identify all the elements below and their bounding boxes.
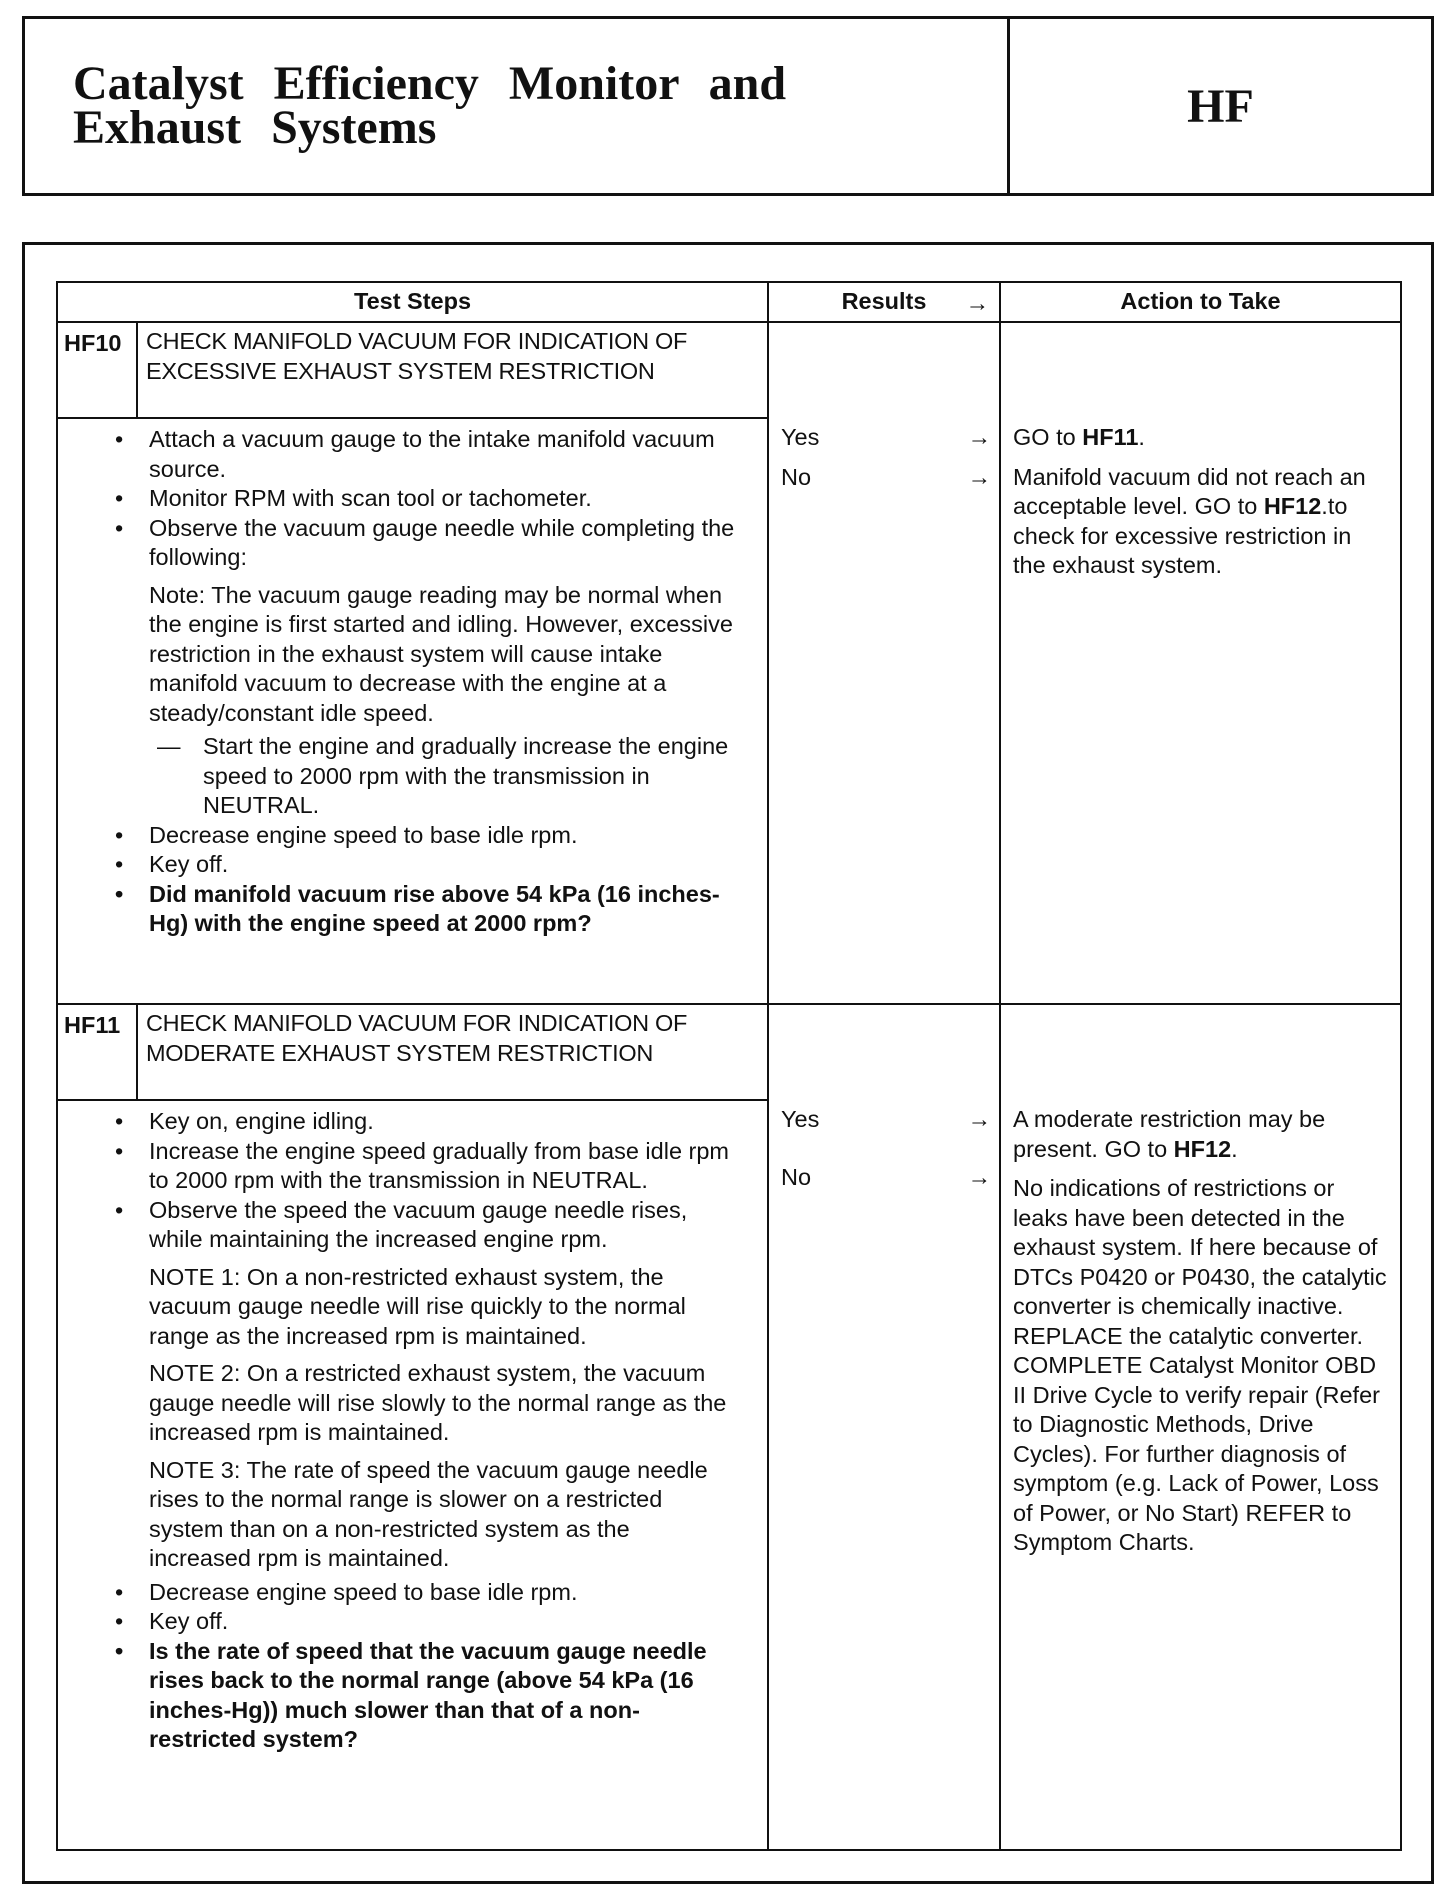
list-item: • Key off. [107,850,737,880]
result-no-label: No [781,1163,812,1190]
column-header-results [768,282,1000,322]
hf10-dash-item: — Start the engine and gradually increase the engine speed to 2000 rpm with the transmission in NEUTRAL. [107,732,737,821]
step-reference: HF11 [1082,424,1139,450]
right-arrow-icon: → [967,463,992,490]
hf11-heading-row [57,1004,1401,1100]
title-line-2: Exhaust Systems [73,101,437,154]
results-header-label: Results [841,288,927,315]
test-steps-table [56,281,1402,1851]
list-item: • Attach a vacuum gauge to the intake manifold vacuum source. [107,425,737,484]
step-reference: HF12 [1263,493,1322,519]
action-text: . [1138,424,1145,450]
hf10-step-id: HF10 [57,322,137,418]
list-item: • Decrease engine speed to base idle rpm. [107,821,737,851]
list-item: • Increase the engine speed gradually from base idle rpm to 2000 rpm with the transmission in NEUTRAL. [107,1137,737,1196]
hf10-note: Note: The vacuum gauge reading may be normal when the engine is first started and idling. However, excessive restriction in the exhaust system will cause intake manifold vacuum to decrease with the engine at a steady/constant idle speed. [149,581,733,726]
table-header-row [57,282,1401,322]
action-text: . [1231,1135,1238,1162]
list-item: • Monitor RPM with scan tool or tachometer. [107,484,737,514]
title-line-1: Catalyst Efficiency Monitor and [73,57,787,110]
result-yes-label: Yes [781,424,820,450]
hf11-note-2: NOTE 2: On a restricted exhaust system, the vacuum gauge needle will rise slowly to the normal range as the increased rpm is maintained. [149,1360,727,1445]
action-text: GO to [1013,424,1083,450]
page-header [22,16,1434,196]
hf10-action-yes [1013,423,1390,453]
hf11-step-body [137,1100,768,1850]
hf10-result-no [769,463,999,493]
hf10-step-heading: CHECK MANIFOLD VACUUM FOR INDICATION OF EXCESSIVE EXHAUST SYSTEM RESTRICTION [137,322,768,418]
hf10-step-body [137,418,768,1004]
list-item: • Observe the speed the vacuum gauge needle rises, while maintaining the increased engine rpm. [107,1196,737,1255]
right-arrow-icon: → [967,1106,992,1132]
hf10-results [768,322,1000,1004]
title-cell [25,19,1010,193]
hf10-result-yes [769,423,999,453]
hf11-results [768,1004,1000,1850]
hf10-question: • Did manifold vacuum rise above 54 kPa (16 inches-Hg) with the engine speed at 2000 rpm? [107,880,737,939]
list-item: • Key off. [107,1607,737,1637]
right-arrow-icon: → [967,424,992,450]
hf11-instructions [57,1101,767,1757]
list-item: • Decrease engine speed to base idle rpm. [107,1578,737,1608]
column-header-test-steps: Test Steps [57,282,768,322]
hf11-note-3: NOTE 3: The rate of speed the vacuum gauge needle rises to the normal range is slower on a restricted system than on a non-restricted system as the increased rpm is maintained. [149,1456,708,1571]
action-text: A moderate restriction may be present. GO to [1013,1106,1326,1162]
hf10-action-no [1013,463,1390,581]
hf11-action-no: No indications of restrictions or leaks have been detected in the exhaust system. If here because of DTCs P0420 or P0430, the catalytic converter is chemically inactive. REPLACE the catalytic converter. COMPLETE Catalyst Monitor OBD II Drive Cycle to verify repair (Refer to Diagnostic Methods, Drive Cycles). For further diagnosis of symptom (e.g. Lack of Power, Loss of Power, or No Start) REFER to Symptom Charts. [1013,1175,1387,1555]
action-text: Manifold vacuum did not reach an acceptable level. GO to [1013,463,1366,519]
hf11-note-1: NOTE 1: On a non-restricted exhaust system, the vacuum gauge needle will rise quickly to the normal range as the increased rpm is maintained. [149,1263,686,1349]
hf10-instructions [57,419,767,941]
test-steps-frame [22,242,1434,1884]
hf10-heading-row [57,322,1401,418]
hf11-question: • Is the rate of speed that the vacuum gauge needle rises back to the normal range (above 54 kPa (16 inches-Hg)) much slower than that of a non-restricted system? [107,1637,737,1755]
hf11-step-id: HF11 [57,1004,137,1100]
hf11-actions [1000,1004,1401,1850]
result-no-label: No [781,463,812,490]
hf11-step-heading: CHECK MANIFOLD VACUUM FOR INDICATION OF MODERATE EXHAUST SYSTEM RESTRICTION [137,1004,768,1100]
section-code-cell [1010,19,1431,193]
section-code: HF [1187,79,1254,133]
result-yes-label: Yes [781,1106,820,1132]
column-header-action: Action to Take [1000,282,1401,322]
hf10-actions [1000,322,1401,1004]
right-arrow-icon: → [965,290,990,316]
list-item: • Key on, engine idling. [107,1107,737,1137]
right-arrow-icon: → [967,1163,992,1190]
list-item: • Observe the vacuum gauge needle while completing the following: [107,514,737,573]
step-reference: HF12 [1173,1135,1232,1162]
hf11-result-yes [769,1105,999,1135]
hf11-result-no [769,1163,999,1193]
hf11-action-yes [1013,1105,1390,1164]
page-title [73,57,787,154]
action-text: .to check for excessive restriction in the exhaust system. [1013,493,1352,578]
